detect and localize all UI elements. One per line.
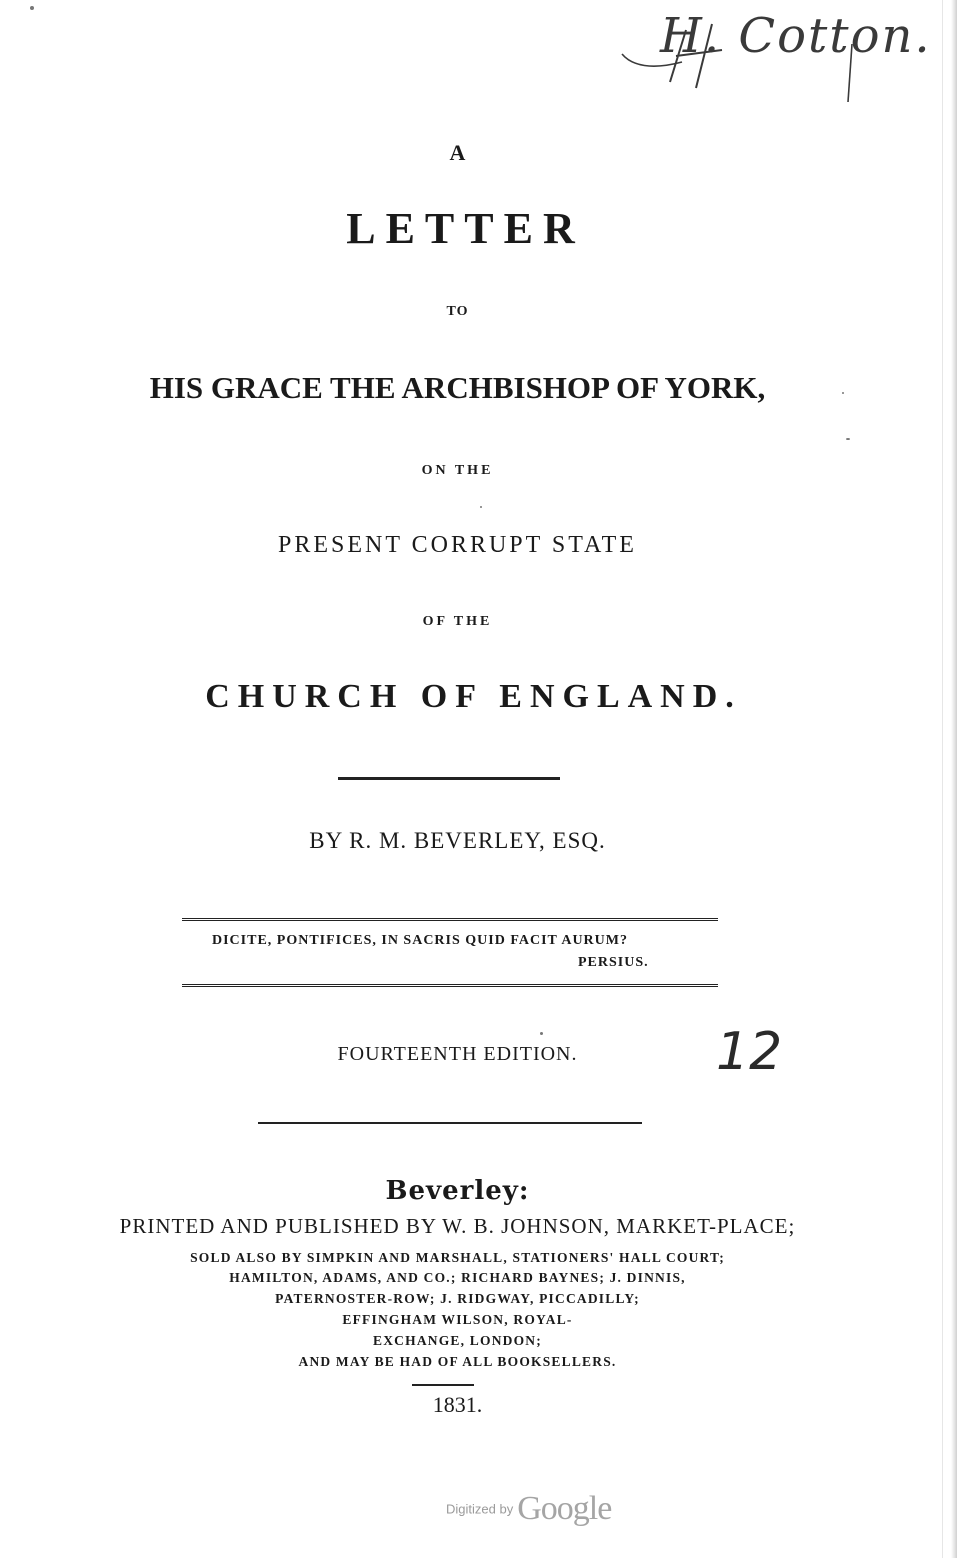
epigraph-block (182, 918, 718, 988)
imprint-sold-line: EFFINGHAM WILSON, ROYAL- (342, 1312, 573, 1327)
imprint-printer: PRINTED AND PUBLISHED BY W. B. JOHNSON, MARKET-PLACE; (119, 1214, 796, 1238)
ink-speck (540, 1032, 543, 1035)
title-article: A (449, 140, 466, 165)
page-edge-shadow (951, 0, 957, 1558)
imprint-sold-line: HAMILTON, ADAMS, AND CO.; RICHARD BAYNES; J. DINNIS, (229, 1270, 686, 1285)
title-on-the: ON THE (421, 463, 494, 478)
epigraph-quote: DICITE, PONTIFICES, IN SACRIS QUID FACIT AURUM? (212, 933, 628, 948)
title-subject: PRESENT CORRUPT STATE (278, 532, 637, 558)
ink-speck (30, 6, 34, 10)
imprint-year: 1831. (432, 1392, 483, 1417)
watermark-prefix: Digitized by (446, 1501, 514, 1517)
title-of-the: OF THE (422, 614, 493, 629)
ink-speck (480, 506, 482, 508)
imprint-sold-line: SOLD ALSO BY SIMPKIN AND MARSHALL, STATIONERS' HALL COURT; (190, 1250, 725, 1265)
divider-rule (258, 1122, 642, 1124)
imprint-sold-line: AND MAY BE HAD OF ALL BOOKSELLERS. (298, 1354, 617, 1369)
divider-rule (412, 1384, 474, 1386)
edition-line: FOURTEENTH EDITION. (337, 1043, 578, 1065)
divider-rule (338, 777, 560, 780)
google-logo: Google (517, 1490, 612, 1527)
epigraph-rule-bottom (182, 984, 718, 987)
epigraph-rule-top (182, 918, 718, 921)
imprint-sold-line: PATERNOSTER-ROW; J. RIDGWAY, PICCADILLY; (275, 1291, 640, 1306)
page-edge-line (942, 0, 943, 1558)
handwritten-number: 12 (716, 1022, 783, 1082)
title-to: TO (446, 304, 469, 319)
signature-text: H. Cotton. (660, 8, 932, 64)
title-main: LETTER (346, 204, 585, 253)
ink-speck (846, 438, 850, 440)
digitized-watermark (446, 1490, 611, 1528)
title-institution: CHURCH OF ENGLAND. (205, 678, 742, 715)
imprint-sold-line: EXCHANGE, LONDON; (373, 1333, 542, 1348)
author-line: BY R. M. BEVERLEY, ESQ. (309, 828, 606, 853)
imprint-town: Beverley: (385, 1176, 530, 1206)
title-recipient: HIS GRACE THE ARCHBISHOP OF YORK, (149, 370, 766, 405)
epigraph-attribution: PERSIUS. (578, 955, 649, 970)
